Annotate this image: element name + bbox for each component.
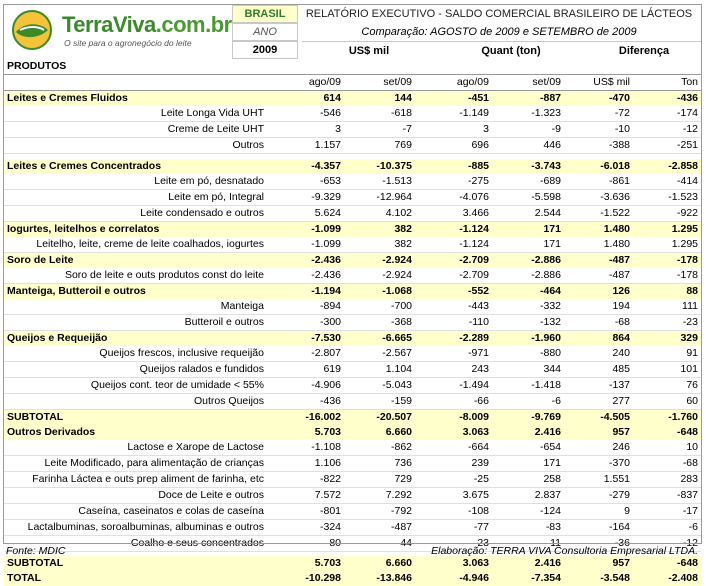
value-cell: -83: [492, 519, 564, 535]
product-row: [4, 205, 701, 221]
row-label: Lactose e Xarope de Lactose: [4, 440, 270, 456]
value-cell: -689: [492, 174, 564, 190]
row-label: Queijos ralados e fundidos: [4, 361, 270, 377]
value-cell: -178: [633, 268, 701, 284]
value-cell: 1.104: [344, 361, 415, 377]
value-cell: -4.357: [270, 159, 344, 174]
value-cell: -110: [415, 314, 492, 330]
product-row: [4, 314, 701, 330]
value-cell: 1.480: [564, 221, 633, 237]
row-label: Leite Modificado, para alimentação de crianças: [4, 455, 270, 471]
value-cell: 5.624: [270, 205, 344, 221]
value-cell: -68: [564, 314, 633, 330]
value-cell: -108: [415, 503, 492, 519]
row-label: Leite em pó, desnatado: [4, 174, 270, 190]
value-cell: -2.567: [344, 346, 415, 362]
value-cell: -653: [270, 174, 344, 190]
row-label: Soro de leite e outs produtos const do leite: [4, 268, 270, 284]
value-cell: -137: [564, 377, 633, 393]
value-cell: -132: [492, 314, 564, 330]
value-cell: -1.108: [270, 440, 344, 456]
value-cell: 243: [415, 361, 492, 377]
product-row: [4, 471, 701, 487]
product-row: [4, 519, 701, 535]
value-cell: -279: [564, 487, 633, 503]
value-cell: 696: [415, 138, 492, 154]
value-cell: 7.292: [344, 487, 415, 503]
value-cell: -17: [633, 503, 701, 519]
product-row: [4, 455, 701, 471]
value-cell: -12: [633, 122, 701, 138]
row-label: Outros Derivados: [4, 425, 270, 440]
value-cell: -13.846: [344, 571, 415, 586]
category-row: [4, 91, 701, 107]
row-label: Butteroil e outros: [4, 314, 270, 330]
value-cell: 239: [415, 455, 492, 471]
value-cell: -443: [415, 299, 492, 315]
value-cell: -1.149: [415, 106, 492, 122]
value-cell: -7.354: [492, 571, 564, 586]
value-cell: 1.157: [270, 138, 344, 154]
period-header: ago/09: [415, 75, 492, 91]
value-cell: -275: [415, 174, 492, 190]
period-header: Ton: [633, 75, 701, 91]
product-row: [4, 440, 701, 456]
row-label: Leitelho, leite, creme de leite coalhados, iogurtes: [4, 237, 270, 253]
row-label: Farinha Láctea e outs prep aliment de farinha, etc: [4, 471, 270, 487]
product-row: [4, 487, 701, 503]
period-header-row: [4, 75, 701, 91]
source-note: Fonte: MDIC: [6, 545, 66, 557]
product-row: [4, 299, 701, 315]
value-cell: 44: [344, 535, 415, 551]
value-cell: -4.946: [415, 571, 492, 586]
value-cell: -12: [633, 535, 701, 551]
value-cell: 144: [344, 91, 415, 107]
trade-balance-table: [4, 59, 701, 586]
row-label: Leites e Cremes Concentrados: [4, 159, 270, 174]
value-cell: 23: [415, 535, 492, 551]
product-row: [4, 122, 701, 138]
value-cell: -414: [633, 174, 701, 190]
value-cell: -324: [270, 519, 344, 535]
value-cell: -2.436: [270, 268, 344, 284]
value-cell: -370: [564, 455, 633, 471]
total-row: [4, 409, 701, 425]
value-cell: 283: [633, 471, 701, 487]
value-cell: 729: [344, 471, 415, 487]
value-cell: 171: [492, 221, 564, 237]
value-cell: -648: [633, 425, 701, 440]
country-label: BRASIL: [232, 5, 298, 23]
logo-title: TerraViva.com.br: [62, 12, 232, 37]
value-cell: 4.102: [344, 205, 415, 221]
value-cell: 11: [492, 535, 564, 551]
value-cell: 10: [633, 440, 701, 456]
value-cell: -862: [344, 440, 415, 456]
products-header: PRODUTOS: [4, 59, 270, 75]
row-label: Manteiga, Butteroil e outros: [4, 283, 270, 299]
value-cell: -3.548: [564, 571, 633, 586]
value-cell: 957: [564, 556, 633, 571]
value-cell: 382: [344, 221, 415, 237]
value-cell: -1.522: [564, 205, 633, 221]
value-cell: 194: [564, 299, 633, 315]
value-cell: -300: [270, 314, 344, 330]
value-cell: 80: [270, 535, 344, 551]
row-label: TOTAL: [4, 571, 270, 586]
value-cell: 3.466: [415, 205, 492, 221]
row-label: Leite Longa Vida UHT: [4, 106, 270, 122]
value-cell: -1.323: [492, 106, 564, 122]
value-cell: -6.018: [564, 159, 633, 174]
value-cell: 9: [564, 503, 633, 519]
value-cell: -1.418: [492, 377, 564, 393]
row-label: Leite condensado e outros: [4, 205, 270, 221]
product-row: [4, 503, 701, 519]
value-cell: 246: [564, 440, 633, 456]
value-cell: -368: [344, 314, 415, 330]
period-header: ago/09: [270, 75, 344, 91]
row-label: Queijos e Requeijão: [4, 330, 270, 346]
value-cell: -1.513: [344, 174, 415, 190]
value-cell: -10: [564, 122, 633, 138]
value-cell: -12.964: [344, 189, 415, 205]
value-cell: -6.665: [344, 330, 415, 346]
value-cell: -164: [564, 519, 633, 535]
value-cell: -2.886: [492, 252, 564, 268]
value-cell: -68: [633, 455, 701, 471]
product-row: [4, 361, 701, 377]
value-cell: -436: [270, 393, 344, 409]
total-row: [4, 556, 701, 571]
value-cell: -10.298: [270, 571, 344, 586]
value-cell: 91: [633, 346, 701, 362]
value-cell: -487: [564, 268, 633, 284]
year-label: ANO: [232, 23, 298, 41]
value-cell: 7.572: [270, 487, 344, 503]
terraviva-logo: [4, 4, 232, 58]
value-cell: -2.858: [633, 159, 701, 174]
value-cell: 619: [270, 361, 344, 377]
value-cell: -5.043: [344, 377, 415, 393]
category-row: [4, 159, 701, 174]
value-cell: 101: [633, 361, 701, 377]
value-cell: -20.507: [344, 409, 415, 425]
period-header: set/09: [492, 75, 564, 91]
value-cell: -1.099: [270, 237, 344, 253]
value-cell: -8.009: [415, 409, 492, 425]
value-cell: 3.063: [415, 425, 492, 440]
credit-note: Elaboração: TERRA VIVA Consultoria Empresarial LTDA.: [431, 545, 698, 557]
logo-tagline: O site para o agronegócio do leite: [64, 38, 192, 48]
row-label: Leite em pó, Integral: [4, 189, 270, 205]
row-label: Manteiga: [4, 299, 270, 315]
value-cell: 1.295: [633, 237, 701, 253]
value-cell: 736: [344, 455, 415, 471]
value-cell: -16.002: [270, 409, 344, 425]
value-cell: 1.480: [564, 237, 633, 253]
value-cell: -792: [344, 503, 415, 519]
period-header: set/09: [344, 75, 415, 91]
value-cell: 6.660: [344, 425, 415, 440]
value-cell: -3.636: [564, 189, 633, 205]
value-cell: -1.068: [344, 283, 415, 299]
value-cell: 2.416: [492, 425, 564, 440]
value-cell: 614: [270, 91, 344, 107]
value-cell: -124: [492, 503, 564, 519]
value-cell: -4.505: [564, 409, 633, 425]
value-cell: 5.703: [270, 556, 344, 571]
year-value: 2009: [232, 41, 298, 59]
value-cell: -861: [564, 174, 633, 190]
value-cell: -552: [415, 283, 492, 299]
value-cell: 2.544: [492, 205, 564, 221]
row-label: Outros Queijos: [4, 393, 270, 409]
row-label: Caseína, caseinatos e colas de caseína: [4, 503, 270, 519]
value-cell: 3: [270, 122, 344, 138]
globe-icon: [10, 8, 54, 52]
value-cell: -487: [344, 519, 415, 535]
value-cell: -9.769: [492, 409, 564, 425]
value-cell: 88: [633, 283, 701, 299]
value-cell: -971: [415, 346, 492, 362]
value-cell: -1.960: [492, 330, 564, 346]
value-cell: -837: [633, 487, 701, 503]
value-cell: -464: [492, 283, 564, 299]
category-row: [4, 221, 701, 237]
value-cell: -1.194: [270, 283, 344, 299]
product-row: [4, 346, 701, 362]
value-cell: -4.076: [415, 189, 492, 205]
value-cell: -470: [564, 91, 633, 107]
value-cell: -1.760: [633, 409, 701, 425]
category-row: [4, 330, 701, 346]
value-cell: 3.675: [415, 487, 492, 503]
product-row: [4, 174, 701, 190]
value-cell: 6.660: [344, 556, 415, 571]
value-cell: -1.124: [415, 221, 492, 237]
value-cell: -1.099: [270, 221, 344, 237]
value-cell: -178: [633, 252, 701, 268]
value-cell: -388: [564, 138, 633, 154]
row-label: Coalho e seus concentrados: [4, 535, 270, 551]
row-label: Iogurtes, leitelhos e correlatos: [4, 221, 270, 237]
value-cell: 60: [633, 393, 701, 409]
value-cell: -9: [492, 122, 564, 138]
value-cell: 344: [492, 361, 564, 377]
value-cell: 1.295: [633, 221, 701, 237]
value-cell: 126: [564, 283, 633, 299]
row-label: Queijos cont. teor de umidade < 55%: [4, 377, 270, 393]
value-cell: -77: [415, 519, 492, 535]
row-label: Outros: [4, 138, 270, 154]
row-label: SUBTOTAL: [4, 556, 270, 571]
value-cell: 111: [633, 299, 701, 315]
value-cell: -159: [344, 393, 415, 409]
value-cell: -894: [270, 299, 344, 315]
value-cell: -25: [415, 471, 492, 487]
category-row: [4, 252, 701, 268]
value-cell: 277: [564, 393, 633, 409]
value-cell: -2.709: [415, 252, 492, 268]
value-cell: -9.329: [270, 189, 344, 205]
category-row: [4, 425, 701, 440]
value-cell: -4.906: [270, 377, 344, 393]
value-cell: -451: [415, 91, 492, 107]
value-cell: -2.886: [492, 268, 564, 284]
value-cell: -2.924: [344, 252, 415, 268]
value-cell: -23: [633, 314, 701, 330]
value-cell: -2.408: [633, 571, 701, 586]
total-row: [4, 571, 701, 586]
value-cell: -822: [270, 471, 344, 487]
value-cell: -332: [492, 299, 564, 315]
value-cell: 446: [492, 138, 564, 154]
value-cell: -700: [344, 299, 415, 315]
value-cell: 329: [633, 330, 701, 346]
row-label: Soro de Leite: [4, 252, 270, 268]
value-cell: -251: [633, 138, 701, 154]
product-row: [4, 237, 701, 253]
value-cell: -887: [492, 91, 564, 107]
value-cell: -7: [344, 122, 415, 138]
value-cell: -7.530: [270, 330, 344, 346]
value-cell: 240: [564, 346, 633, 362]
value-cell: -1.494: [415, 377, 492, 393]
value-cell: -546: [270, 106, 344, 122]
value-cell: -801: [270, 503, 344, 519]
row-label: SUBTOTAL: [4, 409, 270, 425]
value-cell: 3: [415, 122, 492, 138]
value-cell: 76: [633, 377, 701, 393]
value-cell: -6: [633, 519, 701, 535]
value-cell: -3.743: [492, 159, 564, 174]
value-cell: -2.807: [270, 346, 344, 362]
value-cell: -6: [492, 393, 564, 409]
difference-group-header: Diferença: [586, 41, 702, 59]
value-cell: -1.124: [415, 237, 492, 253]
value-cell: -664: [415, 440, 492, 456]
value-cell: 864: [564, 330, 633, 346]
value-cell: 171: [492, 455, 564, 471]
product-row: [4, 268, 701, 284]
value-cell: -2.436: [270, 252, 344, 268]
value-cell: -10.375: [344, 159, 415, 174]
value-cell: 2.837: [492, 487, 564, 503]
value-cell: -2.289: [415, 330, 492, 346]
value-cell: -885: [415, 159, 492, 174]
category-row: [4, 283, 701, 299]
value-cell: 5.703: [270, 425, 344, 440]
value-cell: -2.924: [344, 268, 415, 284]
row-label: Doce de Leite e outros: [4, 487, 270, 503]
value-cell: 3.063: [415, 556, 492, 571]
product-row: [4, 138, 701, 154]
product-row: [4, 106, 701, 122]
products-header-row: [4, 59, 701, 75]
quantity-group-header: Quant (ton): [436, 41, 586, 59]
row-label: Queijos frescos, inclusive requeijão: [4, 346, 270, 362]
value-cell: 171: [492, 237, 564, 253]
value-cell: -66: [415, 393, 492, 409]
value-cell: 1.106: [270, 455, 344, 471]
value-cell: -648: [633, 556, 701, 571]
value-cell: -2.709: [415, 268, 492, 284]
report-title: RELATÓRIO EXECUTIVO - SALDO COMERCIAL BRASILEIRO DE LÁCTEOS: [305, 8, 693, 20]
value-cell: 258: [492, 471, 564, 487]
value-cell: 1.551: [564, 471, 633, 487]
value-cell: -36: [564, 535, 633, 551]
row-label: Creme de Leite UHT: [4, 122, 270, 138]
row-label: Lactalbuminas, soroalbuminas, albuminas e outros: [4, 519, 270, 535]
value-cell: 382: [344, 237, 415, 253]
value-cell: -922: [633, 205, 701, 221]
usd-group-header: US$ mil: [302, 41, 436, 59]
value-cell: 485: [564, 361, 633, 377]
row-label: Leites e Cremes Fluidos: [4, 91, 270, 107]
value-cell: -5.598: [492, 189, 564, 205]
value-cell: -1.523: [633, 189, 701, 205]
value-cell: -654: [492, 440, 564, 456]
report-subtitle: Comparação: AGOSTO de 2009 e SETEMBRO de 2009: [361, 26, 637, 38]
value-cell: 769: [344, 138, 415, 154]
value-cell: -880: [492, 346, 564, 362]
value-cell: 2.416: [492, 556, 564, 571]
value-cell: 957: [564, 425, 633, 440]
product-row: [4, 393, 701, 409]
product-row: [4, 377, 701, 393]
value-cell: -72: [564, 106, 633, 122]
period-header: US$ mil: [564, 75, 633, 91]
value-cell: -618: [344, 106, 415, 122]
value-cell: -436: [633, 91, 701, 107]
value-cell: -174: [633, 106, 701, 122]
product-row: [4, 189, 701, 205]
value-cell: -487: [564, 252, 633, 268]
